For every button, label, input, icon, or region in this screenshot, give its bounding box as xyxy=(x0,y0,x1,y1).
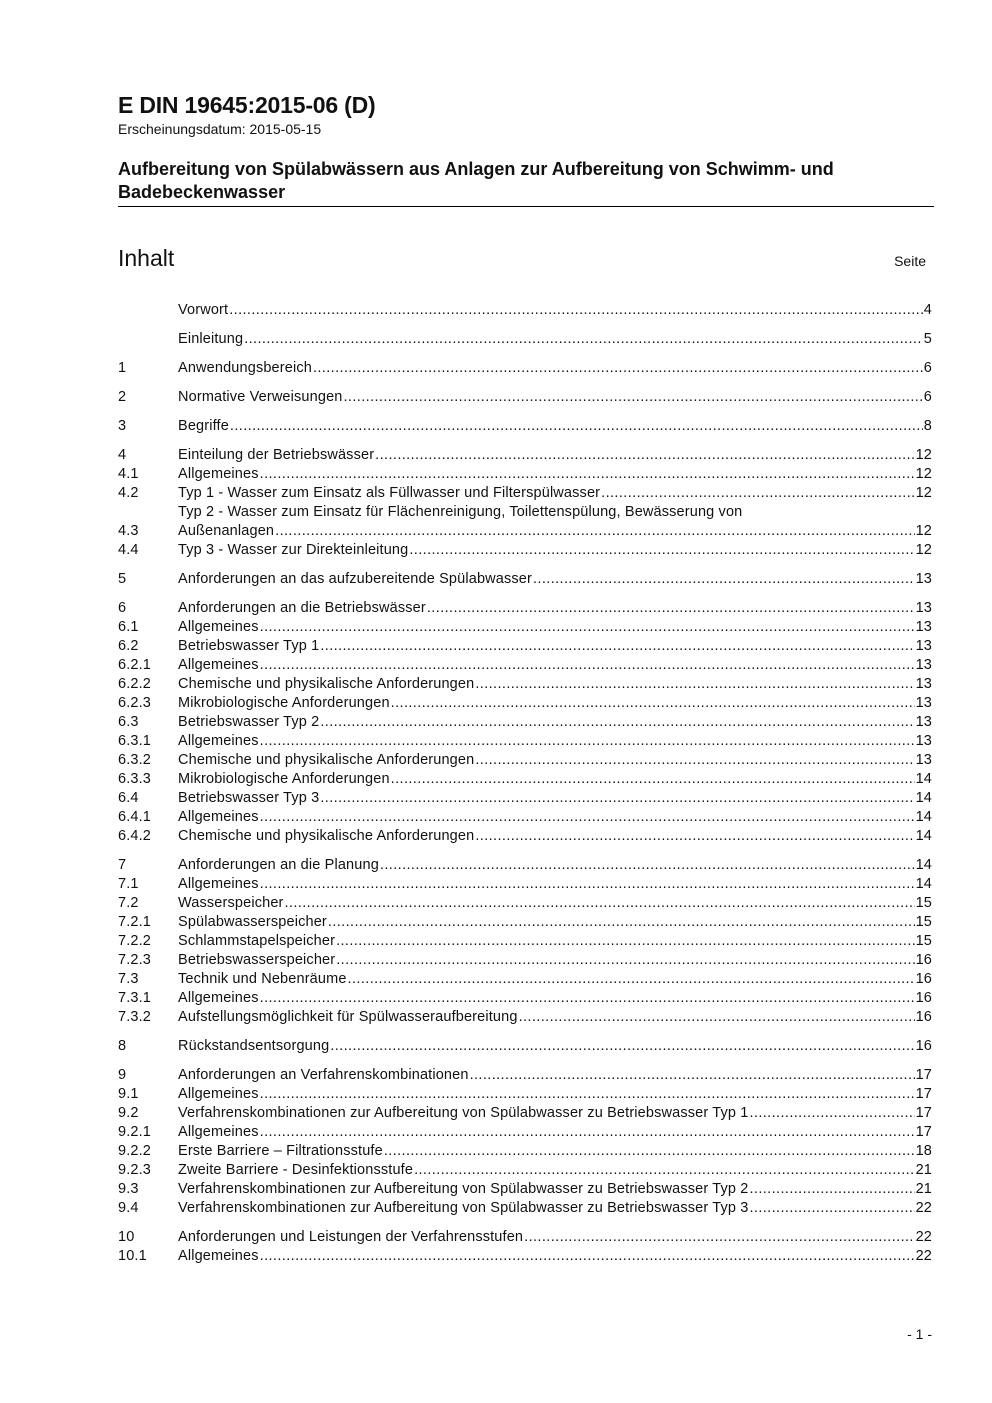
dot-leader xyxy=(749,1104,914,1123)
toc-entry-title: Chemische und physikalische Anforderungen xyxy=(178,676,475,692)
toc-entry[interactable] xyxy=(118,789,932,808)
toc-entry-number: 6.2 xyxy=(118,638,139,654)
toc-entry-body xyxy=(178,856,932,875)
dot-leader xyxy=(336,932,914,951)
toc-entry-page: 21 xyxy=(915,1181,932,1197)
toc-entry-page: 17 xyxy=(915,1086,932,1102)
toc-entry-body xyxy=(178,1066,932,1085)
toc-entry-page: 21 xyxy=(915,1162,932,1178)
toc-entry-page: 13 xyxy=(915,714,932,730)
toc-entry-number: 10.1 xyxy=(118,1248,147,1264)
toc-group xyxy=(118,1037,932,1056)
toc-group xyxy=(118,446,932,560)
toc-entry-body xyxy=(178,713,932,732)
toc-group xyxy=(118,570,932,589)
toc-entry-title: Allgemeines xyxy=(178,809,259,825)
toc-entry[interactable] xyxy=(118,446,932,465)
toc-entry-page: 8 xyxy=(923,418,932,434)
toc-entry-body xyxy=(178,484,932,503)
toc-entry-title: Betriebswasser Typ 2 xyxy=(178,714,320,730)
toc-entry-body xyxy=(178,1228,932,1247)
toc-entry[interactable] xyxy=(118,618,932,637)
toc-entry-title: Einleitung xyxy=(178,331,244,347)
toc-entry-number: 6.2.1 xyxy=(118,657,151,673)
toc-entry-number: 6.3.2 xyxy=(118,752,151,768)
toc-entry-page: 16 xyxy=(915,990,932,1006)
toc-entry-title-line xyxy=(178,522,932,541)
toc-entry-title: Allgemeines xyxy=(178,657,259,673)
dot-leader xyxy=(313,359,923,378)
toc-entry-number: 4.1 xyxy=(118,466,139,482)
toc-entry-title: Wasserspeicher xyxy=(178,895,284,911)
toc-entry-body xyxy=(178,770,932,789)
toc-entry-number: 4.3 xyxy=(118,523,139,539)
toc-entry-number: 9 xyxy=(118,1067,127,1083)
toc-entry-title: Mikrobiologische Anforderungen xyxy=(178,695,390,711)
toc-entry-number: 7.2.3 xyxy=(118,952,151,968)
toc-entry[interactable] xyxy=(118,1199,932,1218)
toc-entry[interactable] xyxy=(118,751,932,770)
toc-entry-title: Technik und Nebenräume xyxy=(178,971,347,987)
toc-entry-body xyxy=(178,789,932,808)
toc-entry-body xyxy=(178,1199,932,1218)
toc-entry-body xyxy=(178,894,932,913)
toc-entry-page: 16 xyxy=(915,1009,932,1025)
toc-entry-title: Allgemeines xyxy=(178,733,259,749)
toc-group xyxy=(118,1066,932,1218)
dot-leader xyxy=(414,1161,914,1180)
dot-leader xyxy=(409,541,914,560)
toc-entry[interactable] xyxy=(118,770,932,789)
toc-entry[interactable] xyxy=(118,503,932,541)
toc-entry-title: Anwendungsbereich xyxy=(178,360,312,376)
toc-entry-number: 4.2 xyxy=(118,485,139,501)
toc-entry-number: 7.2 xyxy=(118,895,139,911)
toc-entry-page: 13 xyxy=(915,752,932,768)
toc-entry[interactable] xyxy=(118,359,932,378)
toc-entry-title: Aufstellungsmöglichkeit für Spülwasseraufbereitung xyxy=(178,1009,518,1025)
toc-group xyxy=(118,856,932,1027)
toc-entry[interactable] xyxy=(118,932,932,951)
toc-entry-number: 9.3 xyxy=(118,1181,139,1197)
toc-entry-title: Allgemeines xyxy=(178,876,259,892)
toc-entry-body xyxy=(178,599,932,618)
dot-leader xyxy=(260,656,915,675)
toc-entry-body xyxy=(178,1085,932,1104)
dot-leader xyxy=(427,599,915,618)
toc-entry-page: 13 xyxy=(915,657,932,673)
toc-entry-page: 13 xyxy=(915,695,932,711)
toc-entry-number: 7.3.1 xyxy=(118,990,151,1006)
toc-entry-title: Anforderungen an das aufzubereitende Spülabwasser xyxy=(178,571,532,587)
toc-entry-title: Zweite Barriere - Desinfektionsstufe xyxy=(178,1162,414,1178)
toc-entry-body xyxy=(178,1123,932,1142)
toc-entry-title: Allgemeines xyxy=(178,1124,259,1140)
toc-entry-number: 7.2.2 xyxy=(118,933,151,949)
toc-entry-body xyxy=(178,1008,932,1027)
dot-leader xyxy=(244,330,923,349)
toc-entry-page: 22 xyxy=(915,1248,932,1264)
toc-entry-number: 6.2.3 xyxy=(118,695,151,711)
toc-entry-title: Spülabwasserspeicher xyxy=(178,914,327,930)
toc-entry[interactable] xyxy=(118,875,932,894)
toc-entry-body xyxy=(178,1142,932,1161)
dot-leader xyxy=(260,618,915,637)
toc-entry-number: 7.3.2 xyxy=(118,1009,151,1025)
toc-entry-body xyxy=(178,951,932,970)
toc-entry-body xyxy=(178,827,932,846)
toc-entry-page: 17 xyxy=(915,1105,932,1121)
toc-entry-body xyxy=(178,637,932,656)
toc-entry[interactable] xyxy=(118,570,932,589)
toc-entry[interactable] xyxy=(118,913,932,932)
toc-entry-title: Anforderungen und Leistungen der Verfahrensstufen xyxy=(178,1229,524,1245)
toc-entry-body xyxy=(178,465,932,484)
toc-entry-number: 9.4 xyxy=(118,1200,139,1216)
toc-entry-title: Anforderungen an die Betriebswässer xyxy=(178,600,426,616)
toc-entry-number: 6.1 xyxy=(118,619,139,635)
toc-entry-title: Chemische und physikalische Anforderungen xyxy=(178,752,475,768)
dot-leader xyxy=(330,1037,914,1056)
dot-leader xyxy=(320,789,914,808)
toc-entry-number: 7.3 xyxy=(118,971,139,987)
toc-entry-body xyxy=(178,751,932,770)
toc-entry-page: 22 xyxy=(915,1229,932,1245)
toc-entry[interactable] xyxy=(118,1104,932,1123)
toc-entry-title: Vorwort xyxy=(178,302,229,318)
toc-group xyxy=(118,599,932,846)
toc-entry-title: Allgemeines xyxy=(178,466,259,482)
toc-entry-body xyxy=(178,932,932,951)
dot-leader xyxy=(344,388,923,407)
toc-entry-body xyxy=(178,1037,932,1056)
toc-entry-number: 4.4 xyxy=(118,542,139,558)
dot-leader xyxy=(260,875,915,894)
dot-leader xyxy=(275,522,914,541)
toc-entry-page: 17 xyxy=(915,1067,932,1083)
toc-entry[interactable] xyxy=(118,694,932,713)
toc-entry-title: Erste Barriere – Filtrationsstufe xyxy=(178,1143,383,1159)
toc-heading: Inhalt xyxy=(118,245,175,271)
dot-leader xyxy=(260,1085,915,1104)
dot-leader xyxy=(375,446,914,465)
dot-leader xyxy=(260,989,915,1008)
toc-entry-body xyxy=(178,388,932,407)
toc-entry-title: Allgemeines xyxy=(178,619,259,635)
toc-entry-page: 12 xyxy=(915,466,932,482)
dot-leader xyxy=(260,1123,915,1142)
toc-entry-title: Allgemeines xyxy=(178,990,259,1006)
toc-entry-title: Anforderungen an Verfahrenskombinationen xyxy=(178,1067,469,1083)
toc-entry-page: 5 xyxy=(923,331,932,347)
dot-leader xyxy=(519,1008,915,1027)
toc-entry-number: 6.4.2 xyxy=(118,828,151,844)
toc-entry-page: 14 xyxy=(915,828,932,844)
toc-entry-page: 14 xyxy=(915,790,932,806)
toc-entry[interactable] xyxy=(118,637,932,656)
dot-leader xyxy=(470,1066,915,1085)
toc-entry-page: 14 xyxy=(915,809,932,825)
toc-entry-page: 15 xyxy=(915,933,932,949)
toc-entry-number: 7.2.1 xyxy=(118,914,151,930)
toc-entry-title: Allgemeines xyxy=(178,1248,259,1264)
toc-entry[interactable] xyxy=(118,1228,932,1247)
toc-entry[interactable] xyxy=(118,388,932,407)
toc-entry-number: 6 xyxy=(118,600,127,616)
toc-entry-title: Typ 1 - Wasser zum Einsatz als Füllwasser und Filterspülwasser xyxy=(178,485,601,501)
toc-entry-number: 6.4 xyxy=(118,790,139,806)
toc-entry-number: 6.4.1 xyxy=(118,809,151,825)
toc-entry-page: 22 xyxy=(915,1200,932,1216)
toc-entry-number: 4 xyxy=(118,447,127,463)
toc-entry-title: Verfahrenskombinationen zur Aufbereitung von Spülabwasser zu Betriebswasser Typ 1 xyxy=(178,1105,749,1121)
table-of-contents xyxy=(118,301,932,1276)
toc-entry-body xyxy=(178,330,932,349)
toc-entry[interactable] xyxy=(118,1066,932,1085)
dot-leader xyxy=(230,417,923,436)
toc-entry[interactable] xyxy=(118,1180,932,1199)
toc-entry[interactable] xyxy=(118,894,932,913)
toc-entry-title: Betriebswasser Typ 3 xyxy=(178,790,320,806)
toc-entry-body xyxy=(178,1247,932,1266)
toc-entry-number: 8 xyxy=(118,1038,127,1054)
toc-entry-page: 17 xyxy=(915,1124,932,1140)
toc-entry[interactable] xyxy=(118,1161,932,1180)
dot-leader xyxy=(348,970,915,989)
toc-entry-page: 14 xyxy=(915,771,932,787)
toc-entry-page: 14 xyxy=(915,876,932,892)
toc-entry-number: 10 xyxy=(118,1229,135,1245)
toc-entry-number: 6.3.3 xyxy=(118,771,151,787)
toc-entry-body xyxy=(178,359,932,378)
toc-group xyxy=(118,417,932,436)
toc-entry-body xyxy=(178,675,932,694)
toc-entry-number: 7.1 xyxy=(118,876,139,892)
toc-entry[interactable] xyxy=(118,1037,932,1056)
toc-entry-title: Schlammstapelspeicher xyxy=(178,933,336,949)
dot-leader xyxy=(601,484,914,503)
toc-entry[interactable] xyxy=(118,1008,932,1027)
title-divider xyxy=(118,206,934,207)
toc-entry-number: 9.2 xyxy=(118,1105,139,1121)
toc-entry-title: Begriffe xyxy=(178,418,229,434)
toc-entry-title: Anforderungen an die Planung xyxy=(178,857,379,873)
toc-entry-page: 16 xyxy=(915,1038,932,1054)
toc-entry[interactable] xyxy=(118,417,932,436)
toc-entry-title: Einteilung der Betriebswässer xyxy=(178,447,375,463)
toc-group xyxy=(118,359,932,378)
toc-entry-body xyxy=(178,970,932,989)
toc-entry-page: 12 xyxy=(915,447,932,463)
dot-leader xyxy=(749,1180,914,1199)
toc-entry-number: 9.2.1 xyxy=(118,1124,151,1140)
dot-leader xyxy=(380,856,915,875)
toc-entry-title: Verfahrenskombinationen zur Aufbereitung von Spülabwasser zu Betriebswasser Typ 3 xyxy=(178,1200,749,1216)
toc-entry-page: 12 xyxy=(915,542,932,558)
toc-entry-body xyxy=(178,417,932,436)
toc-entry-page: 13 xyxy=(915,571,932,587)
toc-entry-page: 13 xyxy=(915,638,932,654)
dot-leader xyxy=(260,732,915,751)
toc-entry-title: Typ 3 - Wasser zur Direkteinleitung xyxy=(178,542,409,558)
dot-leader xyxy=(336,951,914,970)
dot-leader xyxy=(475,827,914,846)
toc-entry-page: 15 xyxy=(915,895,932,911)
toc-entry[interactable] xyxy=(118,330,932,349)
toc-entry-title: Normative Verweisungen xyxy=(178,389,343,405)
toc-entry-page: 12 xyxy=(915,485,932,501)
toc-entry[interactable] xyxy=(118,656,932,675)
toc-entry-number: 9.2.2 xyxy=(118,1143,151,1159)
toc-entry-number: 6.3.1 xyxy=(118,733,151,749)
toc-entry-body xyxy=(178,541,932,560)
toc-entry-number: 6.2.2 xyxy=(118,676,151,692)
dot-leader xyxy=(384,1142,915,1161)
toc-entry-title-continued: Außenanlagen xyxy=(178,523,275,539)
toc-group xyxy=(118,330,932,349)
dot-leader xyxy=(229,301,923,320)
toc-entry-body xyxy=(178,694,932,713)
toc-group xyxy=(118,1228,932,1266)
toc-entry[interactable] xyxy=(118,1247,932,1266)
toc-entry-number: 1 xyxy=(118,360,127,376)
toc-entry-title: Allgemeines xyxy=(178,1086,259,1102)
toc-entry[interactable] xyxy=(118,951,932,970)
toc-entry-page: 6 xyxy=(923,389,932,405)
toc-entry[interactable] xyxy=(118,301,932,320)
dot-leader xyxy=(320,637,914,656)
toc-entry-page: 4 xyxy=(923,302,932,318)
toc-entry[interactable] xyxy=(118,1123,932,1142)
toc-entry-body xyxy=(178,618,932,637)
dot-leader xyxy=(475,751,914,770)
page-column-label: Seite xyxy=(894,253,926,269)
toc-group xyxy=(118,301,932,320)
toc-entry-body xyxy=(178,808,932,827)
dot-leader xyxy=(749,1199,914,1218)
toc-entry-number: 5 xyxy=(118,571,127,587)
toc-entry[interactable] xyxy=(118,856,932,875)
document-id: E DIN 19645:2015-06 (D) xyxy=(118,92,376,118)
dot-leader xyxy=(524,1228,914,1247)
toc-entry-title: Chemische und physikalische Anforderungen xyxy=(178,828,475,844)
toc-entry-body xyxy=(178,503,932,541)
toc-entry-body xyxy=(178,732,932,751)
toc-entry-page: 14 xyxy=(915,857,932,873)
toc-entry[interactable] xyxy=(118,484,932,503)
toc-entry-body xyxy=(178,875,932,894)
toc-entry-page: 16 xyxy=(915,952,932,968)
dot-leader xyxy=(391,770,915,789)
toc-entry-page: 16 xyxy=(915,971,932,987)
dot-leader xyxy=(260,808,915,827)
toc-entry-page: 12 xyxy=(915,523,932,539)
toc-entry[interactable] xyxy=(118,1142,932,1161)
toc-entry[interactable] xyxy=(118,465,932,484)
toc-entry[interactable] xyxy=(118,970,932,989)
toc-entry[interactable] xyxy=(118,808,932,827)
toc-entry-body xyxy=(178,913,932,932)
toc-entry-page: 13 xyxy=(915,600,932,616)
toc-entry[interactable] xyxy=(118,989,932,1008)
toc-entry-number: 3 xyxy=(118,418,127,434)
toc-entry[interactable] xyxy=(118,599,932,618)
toc-entry-body xyxy=(178,446,932,465)
page-number: - 1 - xyxy=(907,1326,932,1342)
toc-entry-number: 9.1 xyxy=(118,1086,139,1102)
toc-entry[interactable] xyxy=(118,541,932,560)
dot-leader xyxy=(533,570,915,589)
toc-entry-number: 2 xyxy=(118,389,127,405)
toc-entry-page: 6 xyxy=(923,360,932,376)
toc-group xyxy=(118,388,932,407)
toc-entry-page: 18 xyxy=(915,1143,932,1159)
dot-leader xyxy=(285,894,915,913)
dot-leader xyxy=(320,713,914,732)
toc-entry-body xyxy=(178,989,932,1008)
dot-leader xyxy=(391,694,915,713)
dot-leader xyxy=(475,675,914,694)
toc-entry-body xyxy=(178,1180,932,1199)
toc-entry[interactable] xyxy=(118,827,932,846)
toc-entry[interactable] xyxy=(118,1085,932,1104)
dot-leader xyxy=(260,465,915,484)
document-title: Aufbereitung von Spülabwässern aus Anlagen zur Aufbereitung von Schwimm- und Badebeckenwasser xyxy=(118,159,834,202)
toc-entry-page: 13 xyxy=(915,676,932,692)
toc-entry-title: Betriebswasser Typ 1 xyxy=(178,638,320,654)
toc-entry-body xyxy=(178,301,932,320)
dot-leader xyxy=(260,1247,915,1266)
toc-entry-number: 9.2.3 xyxy=(118,1162,151,1178)
toc-entry-title: Rückstandsentsorgung xyxy=(178,1038,330,1054)
toc-entry-body xyxy=(178,570,932,589)
toc-entry-title: Typ 2 - Wasser zum Einsatz für Flächenreinigung, Toilettenspülung, Bewässerung von xyxy=(178,504,743,520)
toc-entry-page: 13 xyxy=(915,619,932,635)
toc-entry-title: Betriebswasserspeicher xyxy=(178,952,336,968)
toc-entry-title: Verfahrenskombinationen zur Aufbereitung von Spülabwasser zu Betriebswasser Typ 2 xyxy=(178,1181,749,1197)
dot-leader xyxy=(328,913,915,932)
toc-entry-number: 7 xyxy=(118,857,127,873)
toc-entry[interactable] xyxy=(118,732,932,751)
toc-entry-title: Mikrobiologische Anforderungen xyxy=(178,771,390,787)
toc-entry-number: 6.3 xyxy=(118,714,139,730)
toc-entry-page: 15 xyxy=(915,914,932,930)
toc-entry-page: 13 xyxy=(915,733,932,749)
toc-entry-body xyxy=(178,656,932,675)
toc-entry-body xyxy=(178,1161,932,1180)
publication-date: Erscheinungsdatum: 2015-05-15 xyxy=(118,121,322,137)
toc-entry[interactable] xyxy=(118,675,932,694)
toc-entry[interactable] xyxy=(118,713,932,732)
toc-entry-body xyxy=(178,1104,932,1123)
